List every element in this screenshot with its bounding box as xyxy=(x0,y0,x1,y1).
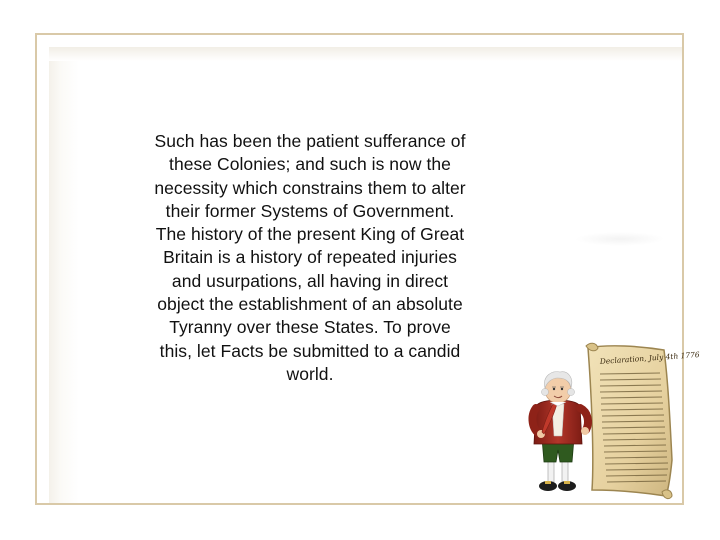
slide-top-shade xyxy=(49,47,682,61)
slide-body-text: Such has been the patient sufferance of these Colonies; and such is now the necessity which constrains them to alter their former Systems of Government. The history of the present King of Great Britain is a history of repeated injuries and usurpations, all having in direct object the establishment of an absolute Tyranny over these States. To prove this, let Facts be submitted to a candid world. xyxy=(154,131,466,384)
founding-father-figure xyxy=(533,372,589,491)
background-smudge xyxy=(575,232,665,246)
founding-father-with-declaration-scroll-icon xyxy=(530,340,700,502)
scroll-heading: Declaration, July 4th 1776 xyxy=(599,350,700,366)
